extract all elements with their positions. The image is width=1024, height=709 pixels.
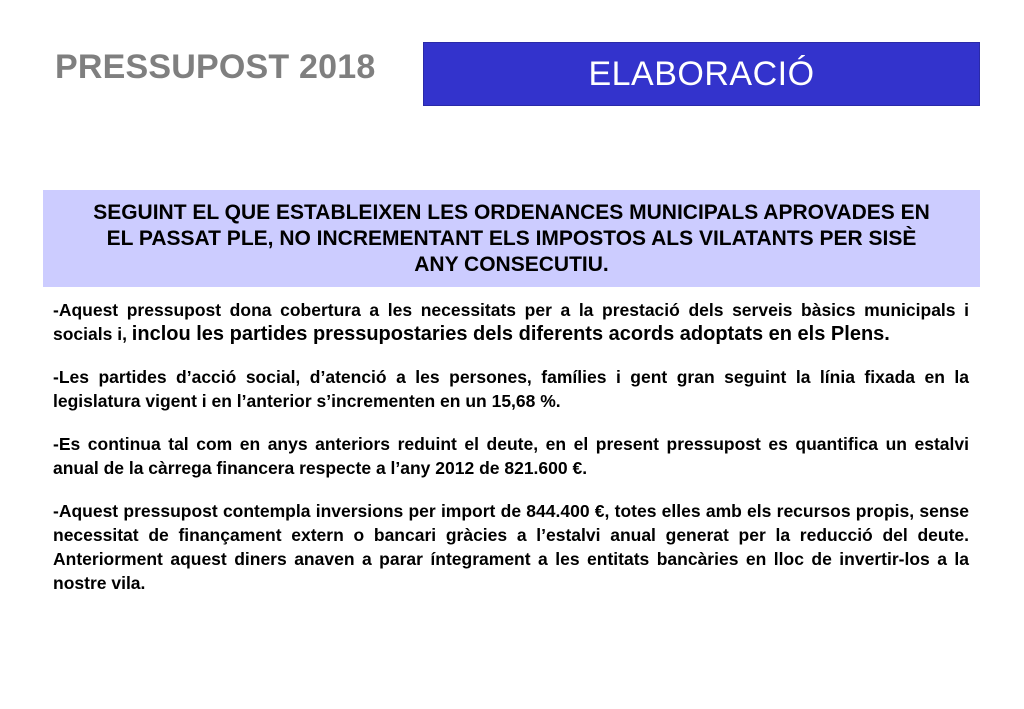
section-banner — [423, 42, 980, 106]
page-title: PRESSUPOST 2018 — [55, 48, 376, 86]
content-body — [53, 298, 969, 614]
paragraph-coverage-text-a: -Aquest pressupost dona cobertura a les necessitats per a la prestació dels serveis bàsics municipals i socials i, — [53, 300, 969, 344]
paragraph-social-action: -Les partides d’acció social, d’atenció a les persones, famílies i gent gran seguint la línia fixada en la legislatura vigent i en l’anterior s’incrementen en un 15,68 %. — [53, 367, 969, 411]
paragraph-investments: -Aquest pressupost contempla inversions per import de 844.400 €, totes elles amb els recursos propis, sense necessitat de finançament extern o bancari gràcies a l’estalvi anual generat per la reducció del deute. Anteriorment aquest diners anaven a parar íntegrament a les entitats bancàries en lloc de invertir-los a la nostre vila. — [53, 501, 969, 593]
paragraph-coverage-text-b: inclou les partides pressupostaries dels diferents acords adoptats en els Plens. — [131, 323, 890, 345]
intro-box — [43, 190, 980, 287]
paragraph-coverage — [53, 298, 969, 346]
intro-text: SEGUINT EL QUE ESTABLEIXEN LES ORDENANCES MUNICIPALS APROVADES EN EL PASSAT PLE, NO INCREMENTANT ELS IMPOSTOS ALS VILATANTS PER SISÈ ANY CONSECUTIU. — [93, 200, 930, 276]
paragraph-debt-reduction: -Es continua tal com en anys anteriors reduint el deute, en el present pressupost es quantifica un estalvi anual de la càrrega financera respecte a l’any 2012 de 821.600 €. — [53, 434, 969, 478]
section-title: ELABORACIÓ — [588, 54, 815, 93]
